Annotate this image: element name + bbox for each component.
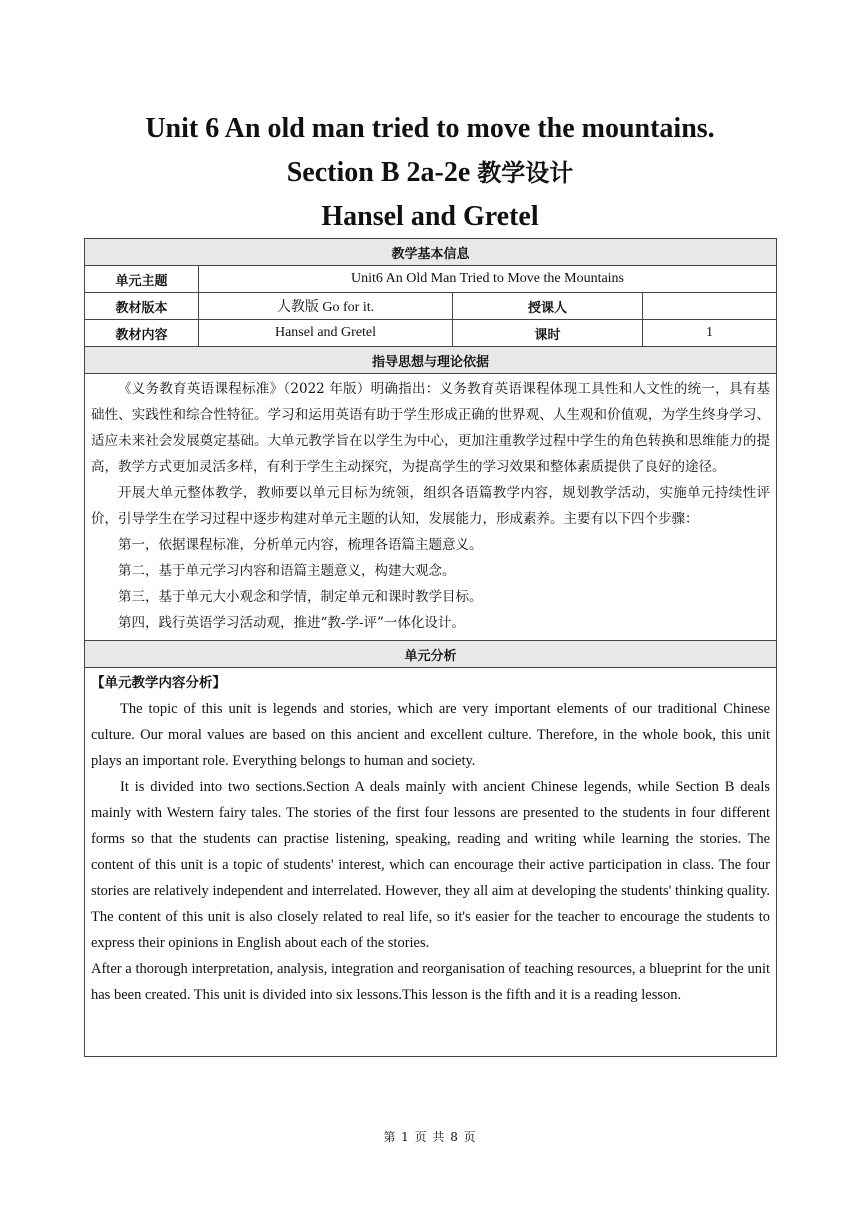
page-footer: 第 1 页 共 8 页 [383,1130,477,1144]
analysis-paragraph: It is divided into two sections.Section A deals mainly with ancient Chinese legends, while Section B deals mainly with Western fairy tales. The stories of the first four lessons are presented to the students in four different forms so that the students can practise listening, speaking, reading and writing while learning the stories. The content of this unit is a topic of students' interest, which can encourage their active participation in class. The four stories are relatively independent and interrelated. However, they all aim at developing the students' thinking quality. The content of this unit is also closely related to real life, so it's easier for the teacher to encourage the students to express their opinions in English about each of the stories. [91,779,771,951]
basic-info-header: 教学基本信息 [85,239,777,266]
analysis-paragraph: The topic of this unit is legends and stories, which are very important elements of our traditional Chinese culture. Our moral values are based on this ancient and excellent culture. Therefore, in the whole book, this unit plays an important role. Everything belongs to human and society. [91,701,771,769]
analysis-subheading: 【单元教学内容分析】 [91,675,226,691]
guiding-paragraph: 第三，基于单元大小观念和学情，制定单元和课时教学目标。 [118,589,483,605]
unit-theme-value: Unit6 An Old Man Tried to Move the Mountains [199,266,777,293]
unit-analysis-body [85,668,777,1057]
content-value: Hansel and Gretel [199,320,453,347]
guiding-header: 指导思想与理论依据 [85,347,777,374]
content-label: 教材内容 [85,320,199,347]
document-title-line3: Hansel and Gretel [321,201,539,232]
title-section-text: Section B 2a-2e [286,157,478,188]
lesson-plan-table [84,238,777,1057]
document-title-line2 [0,156,860,190]
title-cn-text: 教学设计 [477,158,574,187]
unit-analysis-header: 单元分析 [85,641,777,668]
edition-value: 人教版 Go for it. [199,293,453,320]
teacher-value [643,293,777,320]
guiding-body [85,374,777,641]
period-value: 1 [643,320,777,347]
teacher-label: 授课人 [453,293,643,320]
guiding-paragraph: 第二，基于单元学习内容和语篇主题意义，构建大观念。 [118,563,456,579]
analysis-paragraph-last: After a thorough interpretation, analysis, integration and reorganisation of teaching resources, a blueprint for the unit has been created. This unit is divided into six lessons.This lesson is the fifth and it is a reading lesson. [91,961,771,1003]
guiding-paragraph: 《义务教育英语课程标准》（2022 年版）明确指出：义务教育英语课程体现工具性和人文性的统一，具有基础性、实践性和综合性特征。学习和运用英语有助于学生形成正确的世界观、人生观和价值观，为学生终身学习、适应未来社会发展奠定基础。大单元教学旨在以学生为中心，更加注重教学过程中学生的角色转换和思维能力的提高，教学方式更加灵活多样，有利于学生主动探究，为提高学生的学习效果和整体素质提供了良好的途径。 [91,381,771,475]
guiding-paragraph: 第四，践行英语学习活动观，推进“教-学-评”一体化设计。 [118,615,465,631]
guiding-paragraph: 第一，依据课程标准，分析单元内容，梳理各语篇主题意义。 [118,537,483,553]
unit-theme-label: 单元主题 [85,266,199,293]
edition-label: 教材版本 [85,293,199,320]
document-title-line1: Unit 6 An old man tried to move the mountains. [145,113,715,144]
period-label: 课时 [453,320,643,347]
guiding-paragraph: 开展大单元整体教学，教师要以单元目标为统领，组织各语篇教学内容，规划教学活动，实施单元持续性评价，引导学生在学习过程中逐步构建对单元主题的认知，发展能力，形成素养。主要有以下四个步骤： [91,485,771,527]
